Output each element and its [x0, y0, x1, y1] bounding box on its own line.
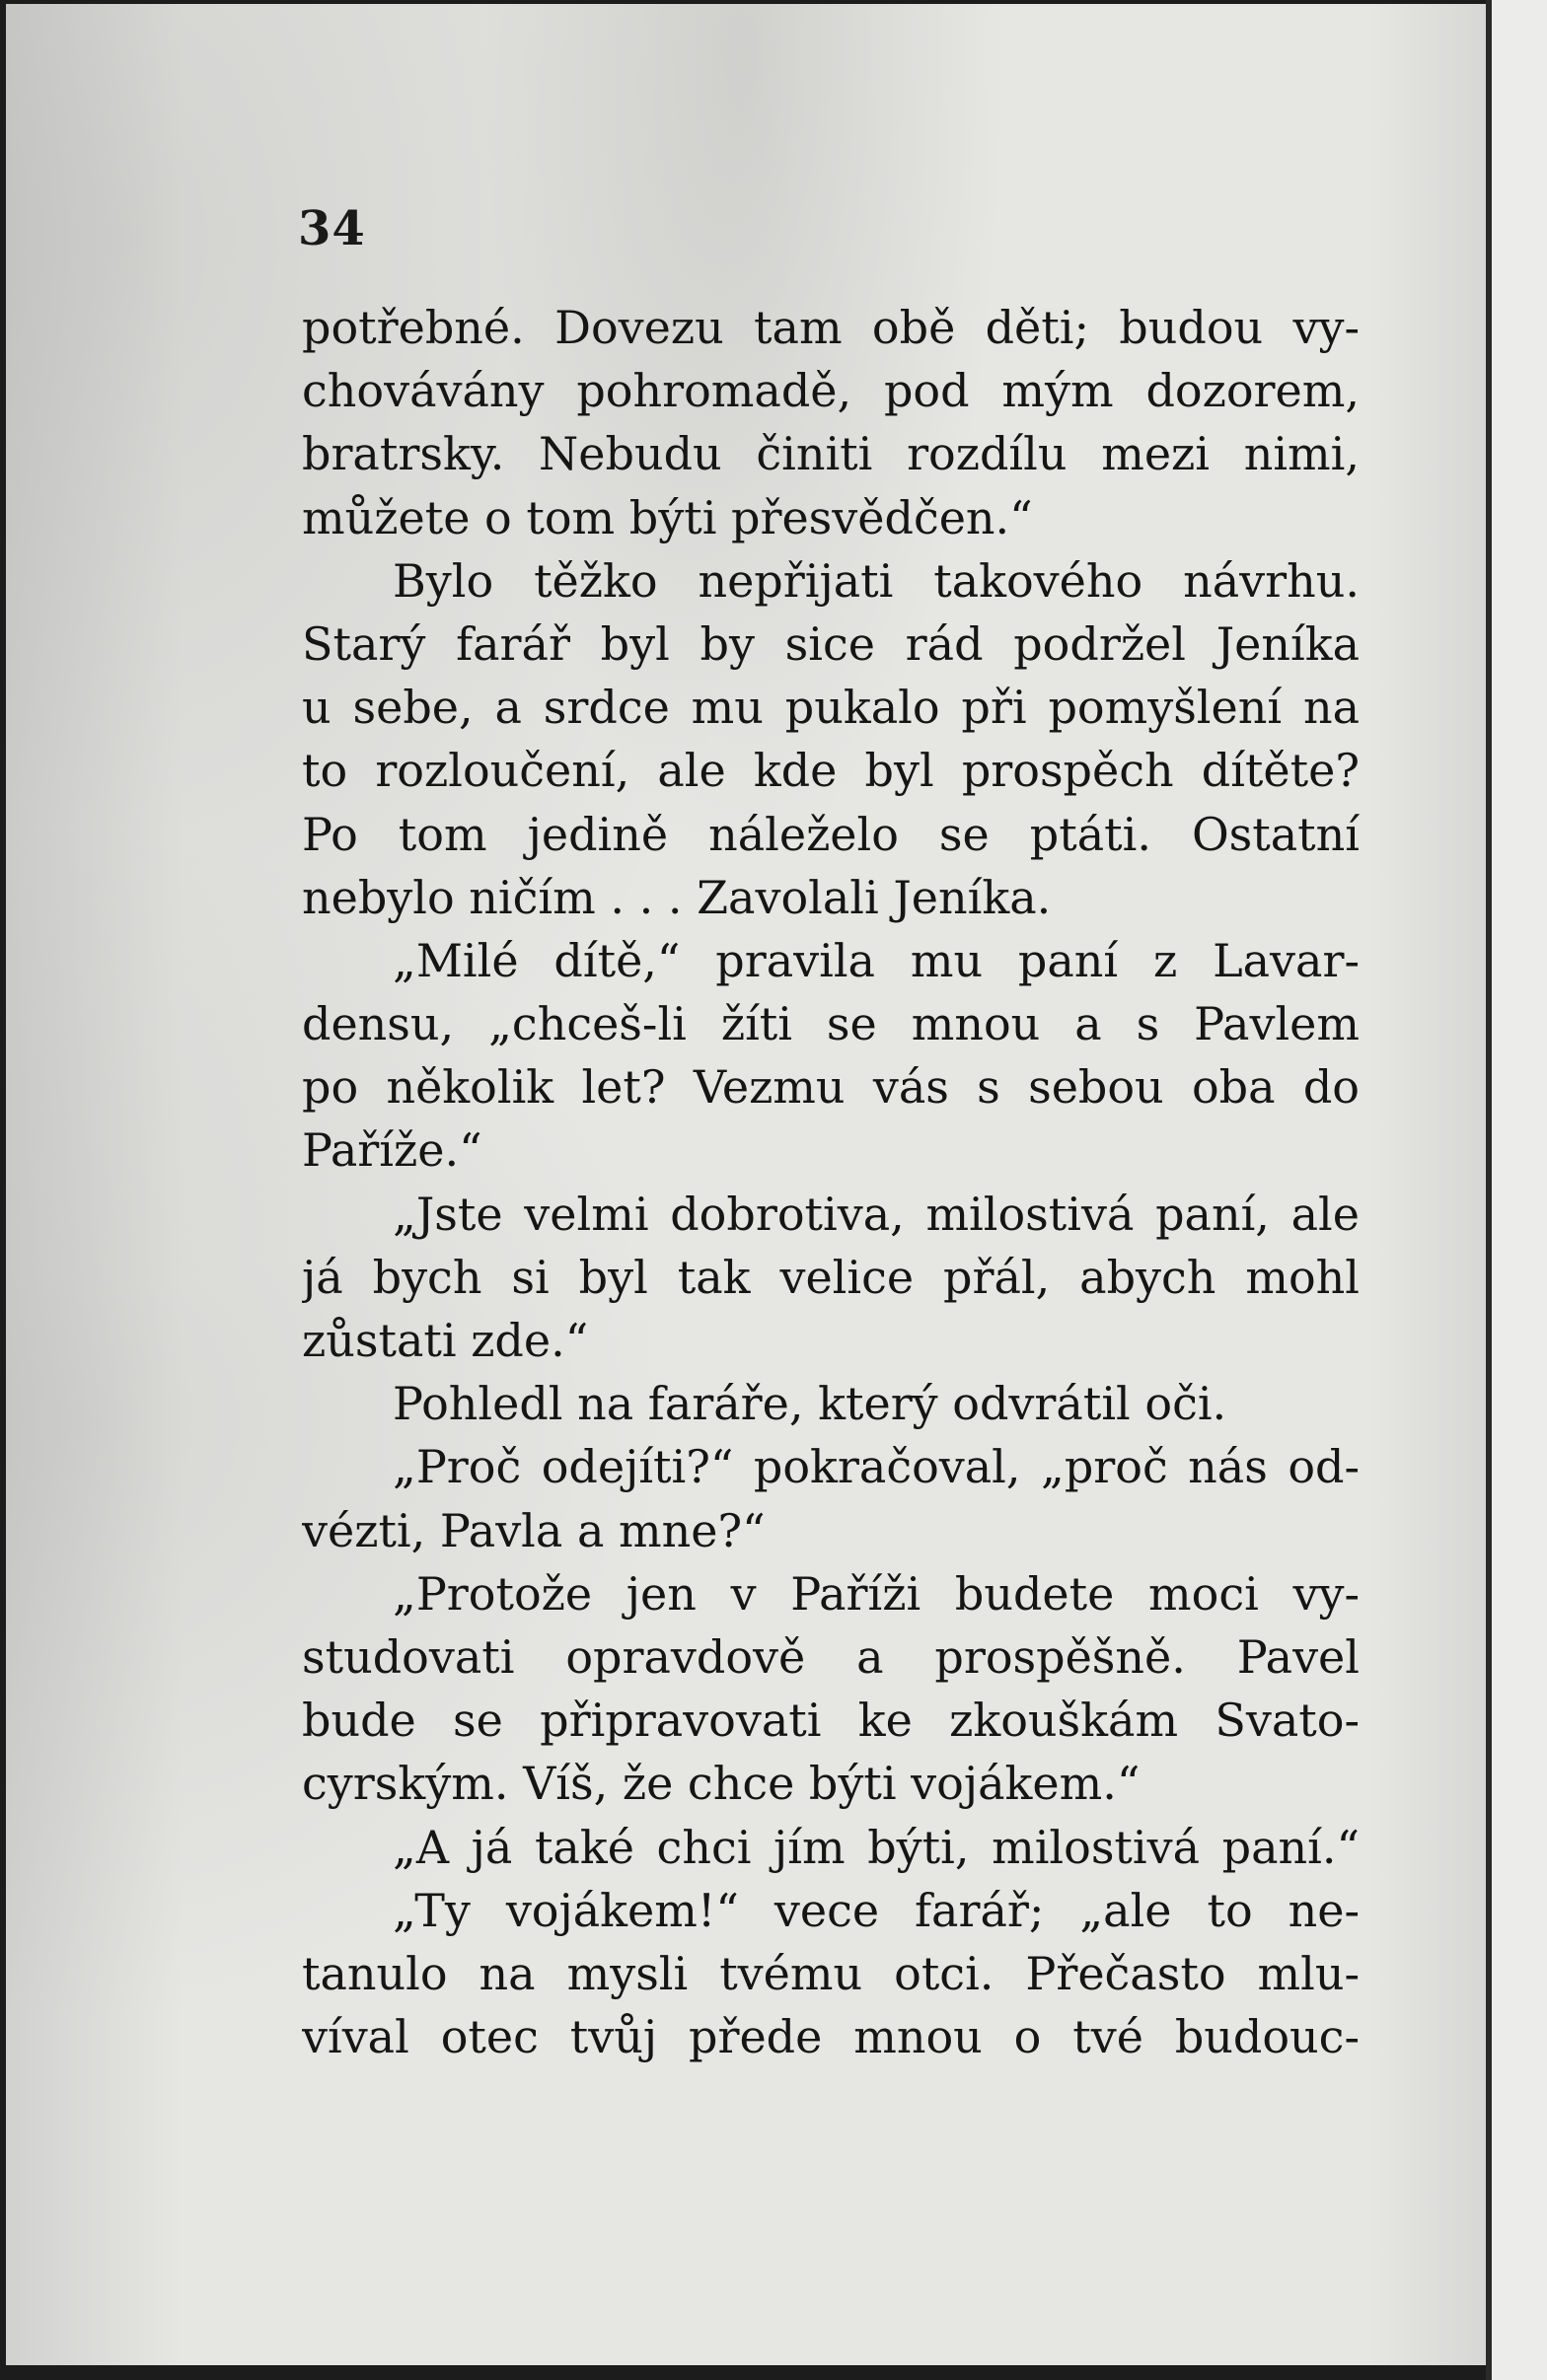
text-line: potřebné. Dovezu tam obě děti; budou vy- [302, 301, 1360, 354]
text-line: po několik let? Vezmu vás s sebou oba do [302, 1060, 1360, 1115]
text-line: „Ty vojákem!“ vece farář; „ale to ne- [393, 1883, 1360, 1937]
text-line: Bylo těžko nepřijati takového návrhu. [393, 553, 1360, 608]
text-line: to rozloučení, ale kde byl prospěch dítěte? [302, 744, 1360, 798]
text-line: víval otec tvůj přede mnou o tvé budouc- [302, 2010, 1360, 2064]
text-line: můžete o tom býti přesvědčen.“ [302, 490, 1033, 544]
text-line: Po tom jedině náleželo se ptáti. Ostatní [302, 807, 1360, 861]
page-number: 34 [298, 201, 366, 256]
text-line: bratrsky. Nebudu činiti rozdílu mezi nimi, [302, 427, 1360, 481]
text-line: Pohledl na faráře, který odvrátil oči. [393, 1377, 1227, 1431]
text-line: Paříže.“ [302, 1123, 482, 1178]
body-text [302, 296, 1360, 2068]
adjacent-page-edge [1486, 0, 1547, 2380]
text-line: vézti, Pavla a mne?“ [302, 1503, 766, 1557]
text-line: „Protože jen v Paříži budete moci vy- [393, 1566, 1360, 1621]
text-line: bude se připravovati ke zkouškám Svato- [302, 1694, 1360, 1748]
text-line: nebylo ničím . . . Zavolali Jeníka. [302, 870, 1052, 924]
text-line: u sebe, a srdce mu pukalo při pomyšlení na [302, 681, 1360, 735]
text-line: tanulo na mysli tvému otci. Přečasto mlu- [302, 1946, 1360, 2000]
text-line: chovávány pohromadě, pod mým dozorem, [302, 364, 1360, 418]
text-line: „Jste velmi dobrotiva, milostivá paní, ale [393, 1187, 1360, 1241]
text-line: „Milé dítě,“ pravila mu paní z Lavar- [393, 933, 1360, 987]
text-line: Starý farář byl by sice rád podržel Jeníka [302, 616, 1360, 671]
text-line: densu, „chceš-li žíti se mnou a s Pavlem [302, 997, 1360, 1051]
text-line: cyrským. Víš, že chce býti vojákem.“ [302, 1757, 1141, 1811]
book-page [6, 4, 1486, 2365]
text-line: „A já také chci jím býti, milostivá paní.“ [393, 1820, 1360, 1874]
text-line: „Proč odejíti?“ pokračoval, „proč nás od- [393, 1440, 1360, 1494]
text-line: já bych si byl tak velice přál, abych mohl [302, 1250, 1360, 1304]
text-line: zůstati zde.“ [302, 1314, 589, 1367]
text-line: studovati opravdově a prospěšně. Pavel [302, 1629, 1360, 1684]
